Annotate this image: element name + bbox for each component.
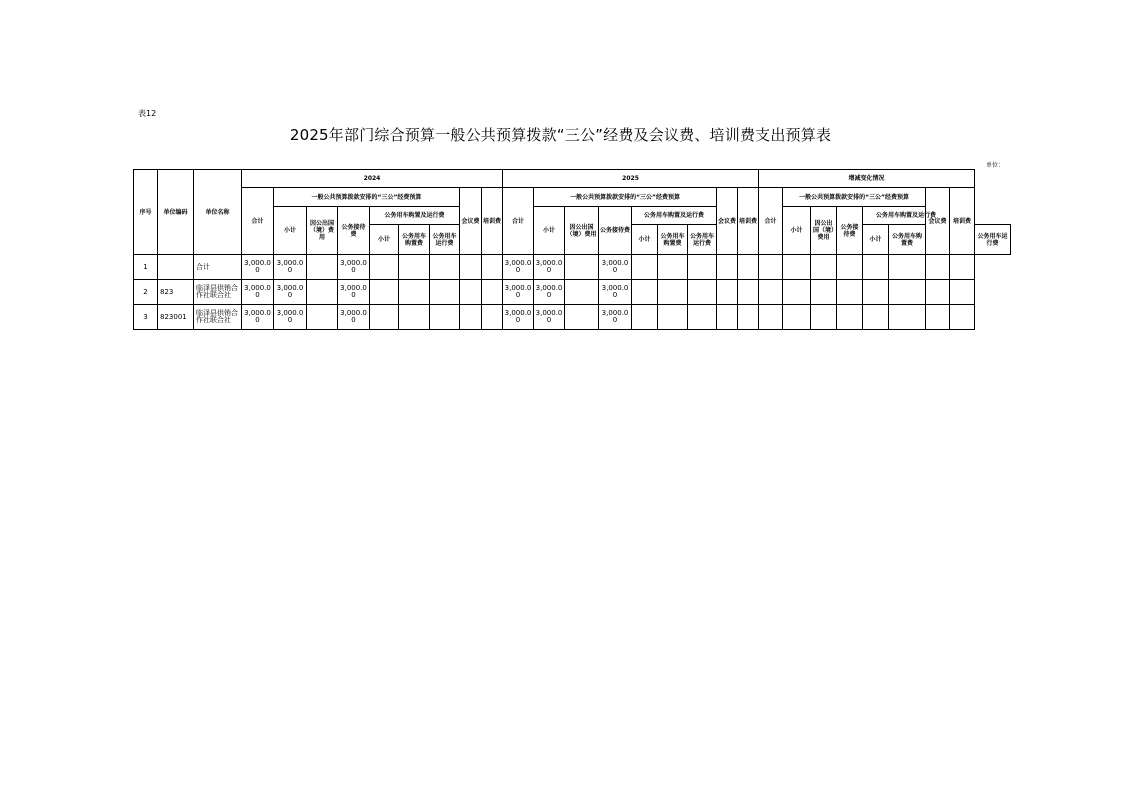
header-vehicle: 公务用车购置及运行费 — [863, 207, 950, 225]
header-total: 合计 — [759, 188, 783, 255]
cell-y2-subtotal: 3,000.00 — [534, 280, 565, 305]
header-year-2025: 2025 — [503, 170, 759, 188]
cell-y2-reception: 3,000.00 — [599, 305, 632, 330]
cell — [783, 280, 811, 305]
header-unit-code: 单位编码 — [158, 170, 194, 255]
cell — [658, 280, 688, 305]
table-number: 表12 — [138, 109, 157, 118]
cell — [565, 305, 599, 330]
header-training: 培训费 — [482, 188, 503, 255]
cell — [370, 255, 399, 280]
header-overseas: 因公出国（境）费用 — [307, 207, 338, 255]
cell-y2-total: 3,000.00 — [503, 255, 534, 280]
cell — [717, 280, 738, 305]
table-row — [134, 255, 1011, 280]
cell — [926, 305, 950, 330]
header-reception: 公务接待费 — [599, 207, 632, 255]
budget-table — [133, 169, 1011, 330]
cell — [632, 255, 658, 280]
cell — [688, 305, 717, 330]
header-subtotal: 小计 — [863, 225, 889, 255]
cell-seq: 3 — [134, 305, 158, 330]
cell — [889, 255, 926, 280]
header-general-budget: 一般公共预算拨款安排的“三公”经费预算 — [274, 188, 460, 207]
header-total: 合计 — [242, 188, 274, 255]
cell-y1-total: 3,000.00 — [242, 280, 274, 305]
cell — [658, 255, 688, 280]
header-row-groups — [134, 188, 1011, 207]
header-reception: 公务接待费 — [338, 207, 370, 255]
cell — [482, 305, 503, 330]
cell-code: 823 — [158, 280, 194, 305]
header-vehicle-purchase: 公务用车购置费 — [399, 225, 430, 255]
header-general-budget: 一般公共预算拨款安排的“三公”经费预算 — [534, 188, 717, 207]
cell — [688, 280, 717, 305]
header-subtotal: 小计 — [783, 207, 811, 255]
header-training: 培训费 — [738, 188, 759, 255]
cell — [811, 305, 837, 330]
cell — [783, 255, 811, 280]
cell — [370, 305, 399, 330]
header-overseas: 因公出国（境）费用 — [565, 207, 599, 255]
cell-y2-total: 3,000.00 — [503, 305, 534, 330]
cell-seq: 1 — [134, 255, 158, 280]
header-overseas: 因公出国（境）费用 — [811, 207, 837, 255]
header-vehicle-purchase: 公务用车购置费 — [658, 225, 688, 255]
cell-y1-reception: 3,000.00 — [338, 255, 370, 280]
cell — [307, 280, 338, 305]
cell — [565, 280, 599, 305]
cell — [950, 280, 975, 305]
header-meeting: 会议费 — [460, 188, 482, 255]
cell — [837, 255, 863, 280]
cell — [950, 255, 975, 280]
cell — [783, 305, 811, 330]
cell-name: 临泽县供销合作社联合社 — [194, 280, 242, 305]
cell — [460, 255, 482, 280]
cell — [889, 305, 926, 330]
header-reception: 公务接待费 — [837, 207, 863, 255]
cell — [460, 305, 482, 330]
cell — [738, 280, 759, 305]
header-year-2024: 2024 — [242, 170, 503, 188]
cell — [307, 305, 338, 330]
cell-code — [158, 255, 194, 280]
header-seq: 序号 — [134, 170, 158, 255]
header-subtotal: 小计 — [534, 207, 565, 255]
cell — [688, 255, 717, 280]
cell — [370, 280, 399, 305]
cell — [632, 305, 658, 330]
cell — [863, 305, 889, 330]
header-meeting: 会议费 — [926, 188, 950, 255]
cell-y1-total: 3,000.00 — [242, 305, 274, 330]
cell-y2-reception: 3,000.00 — [599, 255, 632, 280]
cell — [717, 305, 738, 330]
page-title: 2025年部门综合预算一般公共预算拨款“三公”经费及会议费、培训费支出预算表 — [289, 126, 832, 144]
cell — [430, 255, 460, 280]
cell — [460, 280, 482, 305]
cell-code: 823001 — [158, 305, 194, 330]
cell-y2-subtotal: 3,000.00 — [534, 255, 565, 280]
cell-name: 临泽县供销合作社联合社 — [194, 305, 242, 330]
cell — [811, 280, 837, 305]
cell-seq: 2 — [134, 280, 158, 305]
header-subtotal: 小计 — [370, 225, 399, 255]
cell — [926, 255, 950, 280]
header-change: 增减变化情况 — [759, 170, 975, 188]
header-subtotal: 小计 — [274, 207, 307, 255]
header-vehicle-operation: 公务用车运行费 — [688, 225, 717, 255]
cell — [759, 305, 783, 330]
table-row — [134, 305, 1011, 330]
cell-y1-total: 3,000.00 — [242, 255, 274, 280]
cell — [738, 305, 759, 330]
cell — [565, 255, 599, 280]
header-vehicle: 公务用车购置及运行费 — [632, 207, 717, 225]
cell — [811, 255, 837, 280]
cell — [717, 255, 738, 280]
cell — [658, 305, 688, 330]
cell — [759, 280, 783, 305]
header-vehicle: 公务用车购置及运行费 — [370, 207, 460, 225]
cell — [632, 280, 658, 305]
header-row-years — [134, 170, 1011, 188]
cell — [399, 255, 430, 280]
header-subtotal: 小计 — [632, 225, 658, 255]
cell — [430, 305, 460, 330]
cell — [863, 280, 889, 305]
header-training: 培训费 — [950, 188, 975, 255]
header-vehicle-purchase: 公务用车购置费 — [889, 225, 926, 255]
unit-label: 单位： — [986, 162, 1005, 169]
cell — [837, 280, 863, 305]
cell-name: 合计 — [194, 255, 242, 280]
cell-y1-reception: 3,000.00 — [338, 305, 370, 330]
cell — [863, 255, 889, 280]
cell — [926, 280, 950, 305]
cell — [482, 255, 503, 280]
cell-y2-total: 3,000.00 — [503, 280, 534, 305]
cell — [738, 255, 759, 280]
cell-y1-reception: 3,000.00 — [338, 280, 370, 305]
cell — [307, 255, 338, 280]
header-unit-name: 单位名称 — [194, 170, 242, 255]
cell — [482, 280, 503, 305]
cell-y2-reception: 3,000.00 — [599, 280, 632, 305]
cell — [950, 305, 975, 330]
header-general-budget: 一般公共预算拨款安排的“三公”经费预算 — [783, 188, 926, 207]
header-total: 合计 — [503, 188, 534, 255]
header-meeting: 会议费 — [717, 188, 738, 255]
cell-y1-subtotal: 3,000.00 — [274, 255, 307, 280]
cell-y1-subtotal: 3,000.00 — [274, 280, 307, 305]
cell — [399, 305, 430, 330]
cell — [889, 280, 926, 305]
header-vehicle-operation: 公务用车运行费 — [975, 225, 1011, 255]
header-vehicle-operation: 公务用车运行费 — [430, 225, 460, 255]
cell-y1-subtotal: 3,000.00 — [274, 305, 307, 330]
cell — [837, 305, 863, 330]
table-row — [134, 280, 1011, 305]
cell — [430, 280, 460, 305]
cell — [399, 280, 430, 305]
cell-y2-subtotal: 3,000.00 — [534, 305, 565, 330]
cell — [759, 255, 783, 280]
